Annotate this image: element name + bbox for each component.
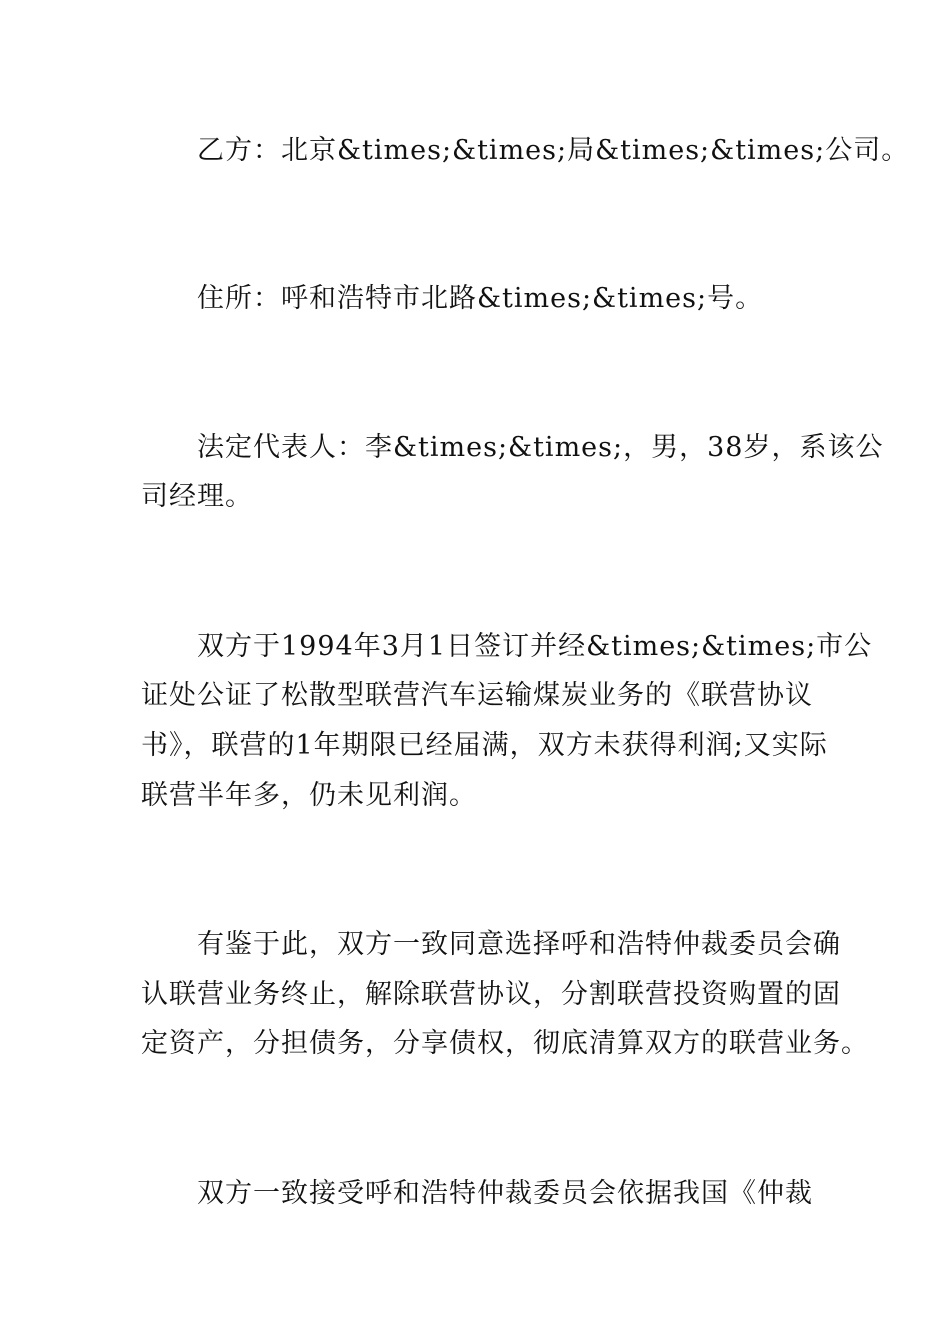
background-paragraph-line-2: 证处公证了松散型联营汽车运输煤炭业务的《联营协议	[141, 680, 813, 711]
background-paragraph-line-4: 联营半年多，仍未见利润。	[141, 780, 477, 811]
party-b-line: 乙方：北京&times;&times;局&times;&times;公司。	[197, 135, 910, 166]
agreement-paragraph-line-1: 有鉴于此，双方一致同意选择呼和浩特仲裁委员会确	[197, 929, 841, 960]
arbitration-paragraph-line-1: 双方一致接受呼和浩特仲裁委员会依据我国《仲裁	[197, 1178, 813, 1209]
legal-representative-line-1: 法定代表人：李&times;&times;，男，38岁，系该公	[197, 432, 884, 463]
address-line: 住所：呼和浩特市北路&times;&times;号。	[197, 283, 764, 314]
legal-representative-line-2: 司经理。	[141, 481, 253, 512]
background-paragraph-line-3: 书》，联营的1年期限已经届满，双方未获得利润;又实际	[141, 730, 828, 761]
background-paragraph-line-1: 双方于1994年3月1日签订并经&times;&times;市公	[197, 631, 873, 662]
agreement-paragraph-line-2: 认联营业务终止，解除联营协议，分割联营投资购置的固	[141, 979, 841, 1010]
agreement-paragraph-line-3: 定资产，分担债务，分享债权，彻底清算双方的联营业务。	[141, 1028, 869, 1059]
